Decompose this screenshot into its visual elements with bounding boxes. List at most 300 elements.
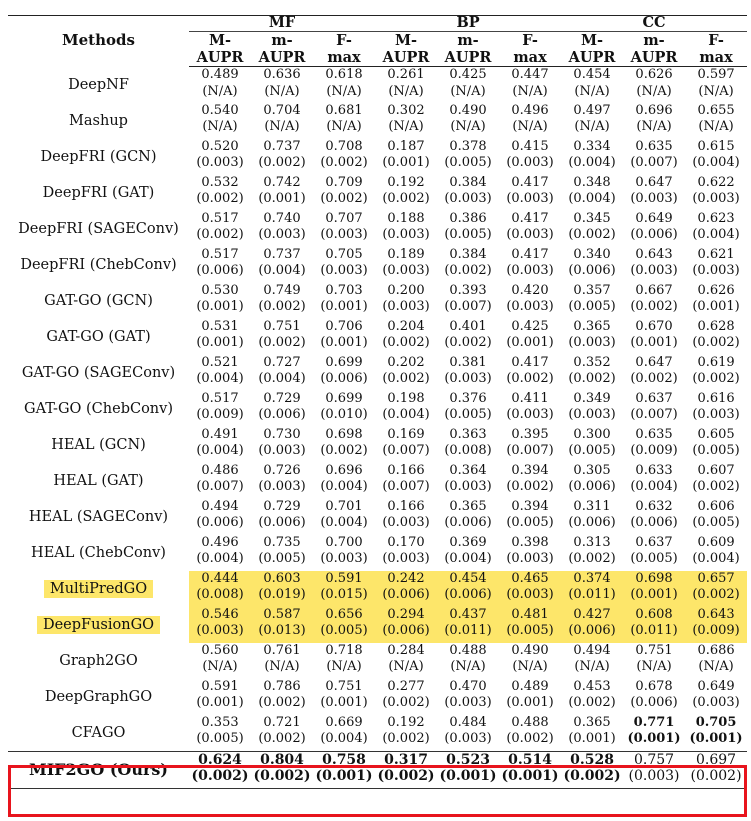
metric-cell [189,139,251,175]
metric-std: (0.009) [196,407,244,422]
metric-std: (0.002) [258,155,306,170]
metric-value: 0.706 [325,318,363,334]
metric-std: (0.002) [690,768,742,784]
metric-cell [685,607,747,643]
metric-std: (0.002) [568,227,616,242]
metric-std: (N/A) [450,83,486,99]
metric-cell [623,679,685,715]
metric-cell [685,175,747,211]
metric-value: 0.729 [263,498,301,514]
metric-std: (0.003) [506,551,554,566]
metric-cell [437,175,499,211]
metric-cell [189,607,251,643]
metric-cell [561,571,623,607]
metric-value: 0.189 [387,246,425,262]
metric-header-bottom: max [499,49,561,67]
metric-value: 0.401 [449,318,487,334]
metric-std: (0.006) [258,407,306,422]
metric-cell [251,103,313,139]
metric-cell [313,751,375,788]
metric-std: (0.001) [689,731,743,746]
metric-cell [685,391,747,427]
metric-std: (0.001) [258,191,306,206]
metric-value: 0.369 [449,534,487,550]
metric-value: 0.704 [263,102,301,118]
metric-cell [561,607,623,643]
metric-value: 0.381 [449,354,487,370]
group-header-cc: CC [561,14,747,32]
metric-value: 0.340 [573,246,611,262]
metric-value: 0.636 [263,67,301,82]
metric-cell [499,175,561,211]
metric-cell [623,355,685,391]
metric-value: 0.708 [325,138,363,154]
table-row [8,715,747,752]
metric-value: 0.334 [573,138,611,154]
metric-std: (N/A) [202,119,238,134]
metric-std: (0.002) [258,335,306,350]
metric-value: 0.735 [263,534,301,550]
metric-cell [499,427,561,463]
metric-cell [375,211,437,247]
table-row [8,103,747,139]
metric-cell [623,67,685,103]
metric-cell [189,535,251,571]
method-name: DeepNF [68,76,129,93]
metric-cell [313,535,375,571]
metric-std: (0.004) [320,515,368,530]
metric-value: 0.425 [511,318,549,334]
metric-value: 0.170 [387,534,425,550]
metric-value: 0.484 [449,714,487,730]
method-name: GAT-GO (GCN) [44,292,153,309]
metric-cell [251,643,313,679]
metric-std: (0.011) [444,623,492,638]
metric-std: (0.004) [568,191,616,206]
metric-value: 0.649 [697,678,735,694]
metric-value: 0.751 [263,318,301,334]
method-name: HEAL (SAGEConv) [28,508,169,525]
metric-header-top: m- [271,32,293,49]
metric-cell [189,247,251,283]
metric-std: (0.013) [258,623,306,638]
metric-header-bottom: AUPR [623,49,685,67]
metric-cell [499,751,561,788]
metric-cell [375,571,437,607]
metric-cell [251,319,313,355]
metric-std: (0.004) [258,371,306,386]
metric-cell [375,607,437,643]
metric-value: 0.394 [511,498,549,514]
metric-cell [561,499,623,535]
metric-std: (0.004) [196,443,244,458]
table-row [8,319,747,355]
metric-header-bottom: AUPR [189,49,251,67]
metric-cell [251,679,313,715]
metric-std: (0.002) [692,335,740,350]
metric-std: (0.002) [568,695,616,710]
metric-cell [189,355,251,391]
metric-value: 0.618 [325,67,363,82]
metric-value: 0.591 [325,570,363,586]
metric-header-bottom: AUPR [437,49,499,67]
metric-value: 0.374 [573,570,611,586]
metric-value: 0.804 [260,751,304,768]
metric-value: 0.313 [573,534,611,550]
table-row [8,391,747,427]
metric-value: 0.490 [449,102,487,118]
metric-value: 0.670 [635,318,673,334]
metric-std: (0.004) [320,731,368,746]
metric-std: (0.003) [692,263,740,278]
metric-std: (0.003) [506,227,554,242]
metric-std: (N/A) [698,83,734,99]
method-name: HEAL (GAT) [53,472,144,489]
metric-std: (0.006) [568,515,616,530]
results-body [8,67,747,789]
metric-value: 0.204 [387,318,425,334]
metric-value: 0.300 [573,426,611,442]
metric-std: (0.002) [630,299,678,314]
table-row [8,607,747,643]
metric-header-top: M- [394,32,418,49]
metric-std: (0.003) [382,227,430,242]
metric-value: 0.486 [201,462,239,478]
metric-cell [437,283,499,319]
metric-std: (N/A) [326,119,362,134]
metric-std: (0.005) [196,731,244,746]
metric-std: (0.009) [692,623,740,638]
metric-std: (0.004) [196,551,244,566]
metric-std: (0.019) [258,587,306,602]
metric-cell [437,247,499,283]
metric-std: (0.011) [568,587,616,602]
metric-value: 0.489 [201,67,239,82]
metric-value: 0.187 [387,138,425,154]
metric-cell [189,103,251,139]
metric-cell [499,103,561,139]
metric-value: 0.417 [511,246,549,262]
metric-value: 0.453 [573,678,611,694]
metric-cell [499,499,561,535]
metric-cell [313,319,375,355]
metric-cell [437,103,499,139]
method-name: GAT-GO (GAT) [46,328,151,345]
metric-cell [561,643,623,679]
metric-cell [561,211,623,247]
metric-value: 0.587 [263,606,301,622]
metric-std: (0.003) [382,515,430,530]
metric-std: (0.003) [444,479,492,494]
header-group-row [8,14,747,32]
metric-cell [623,427,685,463]
metric-value: 0.546 [201,606,239,622]
table-row [8,463,747,499]
method-name: GAT-GO (ChebConv) [23,400,173,417]
metric-value: 0.357 [573,282,611,298]
metric-std: (0.003) [692,695,740,710]
metric-value: 0.632 [635,498,673,514]
metric-cell [499,319,561,355]
metric-value: 0.465 [511,570,549,586]
metric-cell [189,715,251,752]
metric-cell [437,607,499,643]
metric-cell [623,643,685,679]
metric-cell [561,319,623,355]
group-header-mf: MF [189,14,375,32]
metric-value: 0.623 [697,210,735,226]
metric-cell [189,283,251,319]
table-row [8,355,747,391]
metric-std: (0.003) [320,551,368,566]
metric-std: (0.006) [444,587,492,602]
metric-std: (0.003) [444,191,492,206]
metric-cell [685,427,747,463]
metric-value: 0.200 [387,282,425,298]
metric-std: (0.001) [320,695,368,710]
method-name: HEAL (ChebConv) [31,544,166,561]
metric-std: (N/A) [512,659,548,674]
metric-value: 0.696 [325,462,363,478]
metric-std: (0.006) [382,587,430,602]
metric-cell [375,535,437,571]
metric-value: 0.626 [697,282,735,298]
metric-cell [251,499,313,535]
metric-value: 0.697 [696,751,737,768]
metric-std: (0.003) [258,443,306,458]
metric-std: (0.002) [563,768,621,784]
metric-value: 0.703 [325,282,363,298]
metric-cell [437,535,499,571]
metric-value: 0.166 [387,498,425,514]
metric-std: (0.001) [196,299,244,314]
metric-value: 0.365 [449,498,487,514]
metric-std: (0.002) [320,191,368,206]
metric-std: (0.002) [320,155,368,170]
metric-cell [623,103,685,139]
metric-value: 0.386 [449,210,487,226]
metric-std: (0.002) [382,695,430,710]
metric-std: (0.001) [320,335,368,350]
metric-std: (0.003) [506,587,554,602]
metric-std: (0.005) [630,551,678,566]
metric-std: (0.002) [258,695,306,710]
metric-cell [499,679,561,715]
metric-value: 0.517 [201,246,239,262]
metric-std: (0.005) [506,623,554,638]
metric-cell [375,247,437,283]
metric-value: 0.198 [387,390,425,406]
metric-value: 0.707 [325,210,363,226]
metric-cell [437,139,499,175]
metric-std: (0.002) [568,371,616,386]
metric-value: 0.497 [573,102,611,118]
metric-std: (0.003) [568,335,616,350]
metric-value: 0.261 [387,67,425,82]
metric-cell [685,463,747,499]
method-name: MIF2GO (Ours) [8,751,189,788]
metric-std: (0.004) [320,479,368,494]
metric-std: (0.007) [196,479,244,494]
metric-cell [623,319,685,355]
metric-std: (N/A) [388,119,424,134]
metric-cell [685,67,747,103]
table-row [8,427,747,463]
metric-value: 0.647 [635,354,673,370]
metric-cell [561,283,623,319]
metric-value: 0.635 [635,426,673,442]
metric-cell [251,427,313,463]
metric-value: 0.700 [325,534,363,550]
metric-std: (N/A) [264,83,300,99]
metric-value: 0.376 [449,390,487,406]
metric-std: (0.004) [258,263,306,278]
metric-value: 0.615 [697,138,735,154]
metric-value: 0.514 [508,751,552,768]
metric-value: 0.349 [573,390,611,406]
metric-cell [313,67,375,103]
metric-std: (0.002) [196,227,244,242]
metric-cell [313,247,375,283]
metric-value: 0.626 [635,67,673,82]
metric-cell [499,391,561,427]
metric-std: (0.005) [444,155,492,170]
metric-cell [437,463,499,499]
metric-cell [685,715,747,752]
metric-value: 0.352 [573,354,611,370]
metric-cell [685,355,747,391]
metric-cell [251,391,313,427]
metric-cell [189,571,251,607]
metric-std: (0.003) [382,299,430,314]
metric-value: 0.649 [635,210,673,226]
metric-std: (0.003) [692,191,740,206]
metric-std: (0.006) [258,515,306,530]
method-name: DeepFRI (GAT) [42,184,155,201]
metric-std: (0.007) [382,443,430,458]
metric-std: (0.003) [444,695,492,710]
metric-std: (0.007) [630,155,678,170]
metric-std: (N/A) [574,83,610,99]
metric-std: (0.011) [630,623,678,638]
metric-cell [189,751,251,788]
metric-value: 0.454 [573,67,611,82]
metric-cell [561,463,623,499]
metric-value: 0.605 [697,426,735,442]
metric-cell [189,679,251,715]
metric-std: (0.002) [568,551,616,566]
metric-value: 0.740 [263,210,301,226]
metric-value: 0.384 [449,174,487,190]
metric-std: (0.002) [196,191,244,206]
metric-value: 0.643 [697,606,735,622]
metric-cell [375,499,437,535]
metric-value: 0.481 [511,606,549,622]
metric-std: (0.002) [258,299,306,314]
metric-value: 0.591 [201,678,239,694]
metric-value: 0.528 [570,751,614,768]
method-name: DeepFRI (GCN) [40,148,157,165]
method-name: DeepFRI (SAGEConv) [18,220,179,237]
metric-value: 0.517 [201,390,239,406]
metric-value: 0.655 [697,102,735,118]
metric-cell [189,67,251,103]
metric-std: (0.001) [382,155,430,170]
metric-value: 0.560 [201,642,239,658]
metric-value: 0.384 [449,246,487,262]
metric-value: 0.284 [387,642,425,658]
group-header-bp: BP [375,14,561,32]
metric-value: 0.496 [511,102,549,118]
metric-cell [437,643,499,679]
method-name: HEAL (GCN) [51,436,146,453]
metric-value: 0.742 [263,174,301,190]
metric-value: 0.242 [387,570,425,586]
metric-value: 0.531 [201,318,239,334]
metric-std: (0.002) [253,768,311,784]
metric-cell [499,607,561,643]
metric-std: (N/A) [512,119,548,134]
metric-cell [685,535,747,571]
metric-value: 0.305 [573,462,611,478]
metric-std: (N/A) [636,659,672,674]
metric-cell [561,679,623,715]
metric-cell [251,715,313,752]
metric-std: (0.006) [630,695,678,710]
metric-value: 0.667 [635,282,673,298]
metric-value: 0.696 [635,102,673,118]
metric-cell [437,427,499,463]
metric-std: (0.003) [692,407,740,422]
metric-std: (0.006) [196,515,244,530]
metric-cell [623,247,685,283]
metric-cell [189,211,251,247]
metric-std: (0.009) [630,443,678,458]
metric-std: (0.003) [196,623,244,638]
metric-std: (0.001) [501,768,559,784]
metric-std: (0.003) [506,263,554,278]
metric-cell [623,283,685,319]
method-name: CFAGO [71,724,126,741]
metric-cell [313,607,375,643]
methods-header: Methods [62,30,135,49]
metric-std: (0.010) [320,407,368,422]
metric-value: 0.607 [697,462,735,478]
metric-cell [685,679,747,715]
metric-cell [375,67,437,103]
metric-value: 0.447 [511,67,549,82]
metric-std: (0.001) [568,731,616,746]
metric-value: 0.637 [635,390,673,406]
metric-std: (0.004) [692,227,740,242]
metric-value: 0.718 [325,642,363,658]
metric-cell [437,211,499,247]
metric-cell [499,571,561,607]
method-name [8,607,189,643]
metric-cell [623,535,685,571]
metric-value: 0.709 [325,174,363,190]
metric-value: 0.730 [263,426,301,442]
metric-value: 0.363 [449,426,487,442]
metric-std: (N/A) [264,659,300,674]
metric-cell [685,211,747,247]
metric-value: 0.621 [697,246,735,262]
metric-cell [251,67,313,103]
metric-std: (0.003) [568,407,616,422]
metric-std: (0.001) [627,731,681,746]
metric-std: (0.001) [320,299,368,314]
metric-cell [437,679,499,715]
